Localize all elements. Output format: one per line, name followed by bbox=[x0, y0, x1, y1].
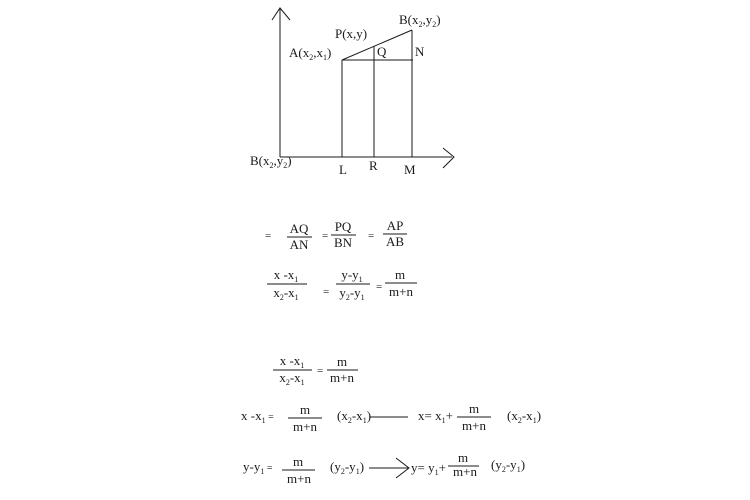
label-point-n: N bbox=[415, 44, 425, 59]
fraction-numerator: AQ bbox=[289, 221, 309, 236]
equation-factor: $(x_2-x_1)$ bbox=[507, 408, 542, 425]
label-point-b-origin: $B(x_2,y_2)$ bbox=[250, 153, 292, 170]
equation-x-ratio bbox=[273, 353, 358, 387]
equals-sign: = bbox=[368, 230, 375, 242]
fraction-numerator: m bbox=[457, 450, 469, 465]
fraction-numerator: $y-y_1$ bbox=[341, 267, 363, 284]
fraction-numerator: AP bbox=[386, 218, 404, 233]
label-point-b-top: $B(x_2,y_2)$ bbox=[399, 12, 441, 29]
fraction-numerator: x $-x_1$ bbox=[279, 353, 305, 370]
fraction-denominator: $x_2-x_1$ bbox=[279, 370, 305, 387]
equation-factor: $(y_2-y_1)$ bbox=[330, 459, 365, 476]
x-axis-arrow-icon bbox=[443, 148, 454, 168]
equation-x-solution bbox=[241, 401, 541, 434]
fraction-denominator: BN bbox=[333, 235, 353, 250]
equation-rhs: $x= x_1+$ bbox=[418, 408, 453, 425]
equation-ratio-coordinates bbox=[267, 267, 417, 302]
fraction-denominator: m+n bbox=[462, 418, 486, 433]
equation-ratio-segments bbox=[265, 218, 407, 252]
equation-factor: $(x_2-x_1)$ bbox=[337, 408, 372, 425]
y-axis-arrow-icon bbox=[272, 8, 290, 20]
equation-y-solution bbox=[243, 450, 525, 486]
equals-sign: = bbox=[322, 230, 329, 242]
fraction-denominator: $x_2-x_1$ bbox=[273, 285, 299, 302]
label-point-a: $A(x_2,x_1)$ bbox=[289, 45, 332, 62]
equals-sign: = bbox=[376, 281, 383, 293]
fraction-numerator: m bbox=[292, 454, 304, 469]
fraction-denominator: m+n bbox=[330, 370, 354, 385]
label-foot-l: L bbox=[339, 162, 347, 177]
equation-rhs: $y= y_1+$ bbox=[411, 460, 446, 477]
fraction-denominator: AN bbox=[289, 237, 309, 252]
fraction-denominator: m+n bbox=[453, 464, 477, 479]
fraction-denominator: m+n bbox=[389, 284, 413, 299]
coordinate-diagram bbox=[250, 8, 454, 177]
label-foot-m: M bbox=[404, 162, 416, 177]
label-point-q: Q bbox=[377, 44, 387, 59]
equation-lhs: x $-x_1$ = bbox=[241, 408, 274, 425]
fraction-numerator: m bbox=[394, 267, 406, 282]
equation-factor: $(y_2-y_1)$ bbox=[491, 457, 526, 474]
fraction-numerator: m bbox=[468, 401, 480, 416]
equals-sign: = bbox=[265, 230, 272, 242]
fraction-numerator: x $-x_1$ bbox=[273, 267, 299, 284]
fraction-denominator: m+n bbox=[293, 419, 317, 434]
equals-sign: = bbox=[317, 365, 324, 377]
equals-sign: = bbox=[323, 286, 330, 298]
fraction-numerator: m bbox=[336, 354, 348, 369]
label-foot-r: R bbox=[369, 158, 378, 173]
label-point-p: P(x,y) bbox=[335, 26, 368, 41]
fraction-denominator: $y_2-y_1$ bbox=[339, 285, 365, 302]
fraction-numerator: PQ bbox=[334, 219, 352, 234]
fraction-denominator: AB bbox=[385, 234, 405, 249]
fraction-denominator: m+n bbox=[287, 471, 311, 486]
equation-lhs: $y-y_1$ = bbox=[243, 459, 273, 476]
fraction-numerator: m bbox=[299, 402, 311, 417]
